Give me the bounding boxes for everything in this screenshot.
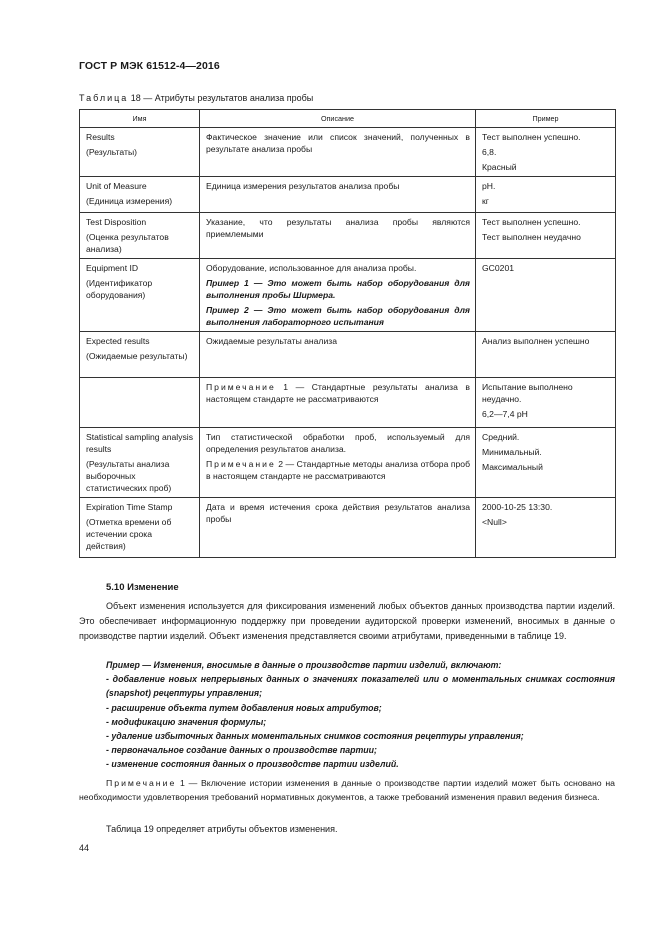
cell-example: Тест выполнен успешно. Тест выполнен неудачно <box>476 213 616 259</box>
cell-description: Примечание 1 — Стандартные результаты анализа в настоящем стандарте не рассматриваются <box>200 378 476 428</box>
cell-description: Ожидаемые результаты анализа <box>200 332 476 378</box>
page-number: 44 <box>79 843 90 853</box>
column-header-example: Пример <box>476 110 616 128</box>
table-row <box>80 498 616 558</box>
cell-name: Unit of Measure (Единица измерения) <box>80 177 200 213</box>
attributes-table <box>79 109 616 558</box>
cell-name: Expiration Time Stamp (Отметка времени об истечении срока действия) <box>80 498 200 558</box>
table-row <box>80 428 616 498</box>
example-block <box>79 658 615 772</box>
document-header: ГОСТ Р МЭК 61512-4—2016 <box>79 60 220 72</box>
cell-description: Тип статистической обработки проб, используемый для определения результатов анализа. Примечание 2 — Стандартные методы анализа отбора проб в настоящем стандарте не рассматриваются <box>200 428 476 498</box>
example-item: - расширение объекта путем добавления новых атрибутов; <box>106 702 382 713</box>
section-note: Примечание 1 — Включение истории изменения в данные о производстве партии изделий может быть основано на необходимости удовлетворения требований нормативных документов, а также требований изменения правил ведения бизнеса. <box>79 778 615 802</box>
example-item: - первоначальное создание данных о производстве партии; <box>106 745 377 756</box>
cell-example: Испытание выполнено неудачно. 6,2—7,4 pH <box>476 378 616 428</box>
table-header-row <box>80 110 616 128</box>
cell-example: Анализ выполнен успешно <box>476 332 616 378</box>
cell-name <box>80 378 200 428</box>
section-title: 5.10 Изменение <box>106 582 179 593</box>
example-lead: Пример — Изменения, вносимые в данные о производстве партии изделий, включают: <box>106 660 502 670</box>
table-caption-text: 18 — Атрибуты результатов анализа пробы <box>128 93 314 103</box>
example-item: - удаление избыточных данных моментальных снимков состояния рецептуры управления; <box>106 731 524 742</box>
table-row <box>80 177 616 213</box>
cell-description: Оборудование, использованное для анализа пробы. Пример 1 — Это может быть набор оборудования для выполнения пробы Ширмера. Пример 2 — Это может быть набор оборудования для выполнения лабораторного испытания <box>200 259 476 332</box>
table-row <box>80 213 616 259</box>
note-label: Примечание <box>106 778 177 788</box>
cell-name: Expected results (Ожидаемые результаты) <box>80 332 200 378</box>
cell-example: GC0201 <box>476 259 616 332</box>
cell-description: Фактическое значение или список значений, полученных в результате анализа пробы <box>200 128 476 177</box>
cell-name: Equipment ID (Идентификатор оборудования) <box>80 259 200 332</box>
cell-name: Statistical sampling analysis results (Результаты анализа выборочных статистических проб) <box>80 428 200 498</box>
table-row <box>80 259 616 332</box>
cell-description: Указание, что результаты анализа пробы являются приемлемыми <box>200 213 476 259</box>
cell-name: Results (Результаты) <box>80 128 200 177</box>
section-paragraph: Объект изменения используется для фиксирования изменений любых объектов данных производства партии изделий. Это обеспечивает информационную поддержку при проведении аудиторской проверки изменений, вносимых в данные о производстве партии изделий. Объект изменения представляется своими атрибутами, приведенными в таблице 19. <box>79 601 615 641</box>
cell-description: Единица измерения результатов анализа пробы <box>200 177 476 213</box>
example-item: - изменение состояния данных о производстве партии изделий. <box>106 759 399 770</box>
example-item: - добавление новых непрерывных данных о значениях показателей или о моментальных снимках состояния (snapshot) рецептуры управления; <box>106 674 615 699</box>
cell-example: Средний. Минимальный. Максимальный <box>476 428 616 498</box>
column-header-name: Имя <box>80 110 200 128</box>
example-item: - модификацию значения формулы; <box>106 716 267 727</box>
cell-example: 2000-10-25 13:30. <Null> <box>476 498 616 558</box>
table-row <box>80 332 616 378</box>
cell-example: pH. кг <box>476 177 616 213</box>
table-row <box>80 378 616 428</box>
closing-paragraph: Таблица 19 определяет атрибуты объектов изменения. <box>106 824 338 834</box>
cell-example: Тест выполнен успешно. 6,8. Красный <box>476 128 616 177</box>
note-label: Примечание <box>206 459 276 469</box>
description-example-1: Пример 1 — Это может быть набор оборудования для выполнения пробы Ширмера. <box>206 278 470 300</box>
description-example-2: Пример 2 — Это может быть набор оборудования для выполнения лабораторного испытания <box>206 305 470 327</box>
table-caption <box>79 93 313 103</box>
table-row <box>80 128 616 177</box>
column-header-description: Описание <box>200 110 476 128</box>
note-label: Примечание <box>206 382 276 392</box>
cell-name: Test Disposition (Оценка результатов анализа) <box>80 213 200 259</box>
table-caption-prefix: Таблица <box>79 93 129 103</box>
cell-description: Дата и время истечения срока действия результатов анализа пробы <box>200 498 476 558</box>
